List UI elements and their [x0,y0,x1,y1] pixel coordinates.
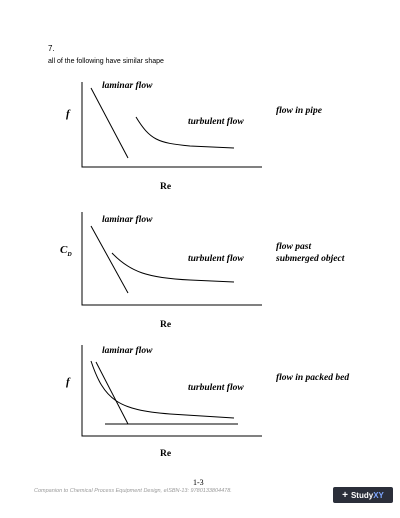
y-axis-label: f [66,108,70,120]
y-axis-label: $C_D$ [60,244,72,259]
laminar-flow-label: laminar flow [102,346,153,356]
turbulent-curve [91,361,234,418]
laminar-flow-label: laminar flow [102,215,153,225]
x-axis-label: Re [160,449,172,459]
x-axis-label: Re [160,320,172,330]
studyxy-logo: + Study XY [333,487,393,503]
y-axis-label: f [66,376,70,388]
turbulent-flow-label: turbulent flow [188,117,244,127]
turbulent-flow-label: turbulent flow [188,383,244,393]
laminar-flow-label: laminar flow [102,81,153,91]
x-axis-label: Re [160,182,172,192]
laminar-line [96,362,128,424]
panel-description: flow in pipe [276,106,322,116]
plus-icon: + [342,489,348,501]
question-text: all of the following have similar shape [48,58,164,65]
page-number: 1-3 [193,478,204,487]
footer-citation: Companion to Chemical Process Equipment Design, eISBN-13: 9780133804478. [34,488,232,494]
question-number: 7. [48,44,55,53]
panel-description: flow in packed bed [276,373,350,383]
panel-description: flow past submerged object [276,242,345,264]
turbulent-flow-label: turbulent flow [188,254,244,264]
